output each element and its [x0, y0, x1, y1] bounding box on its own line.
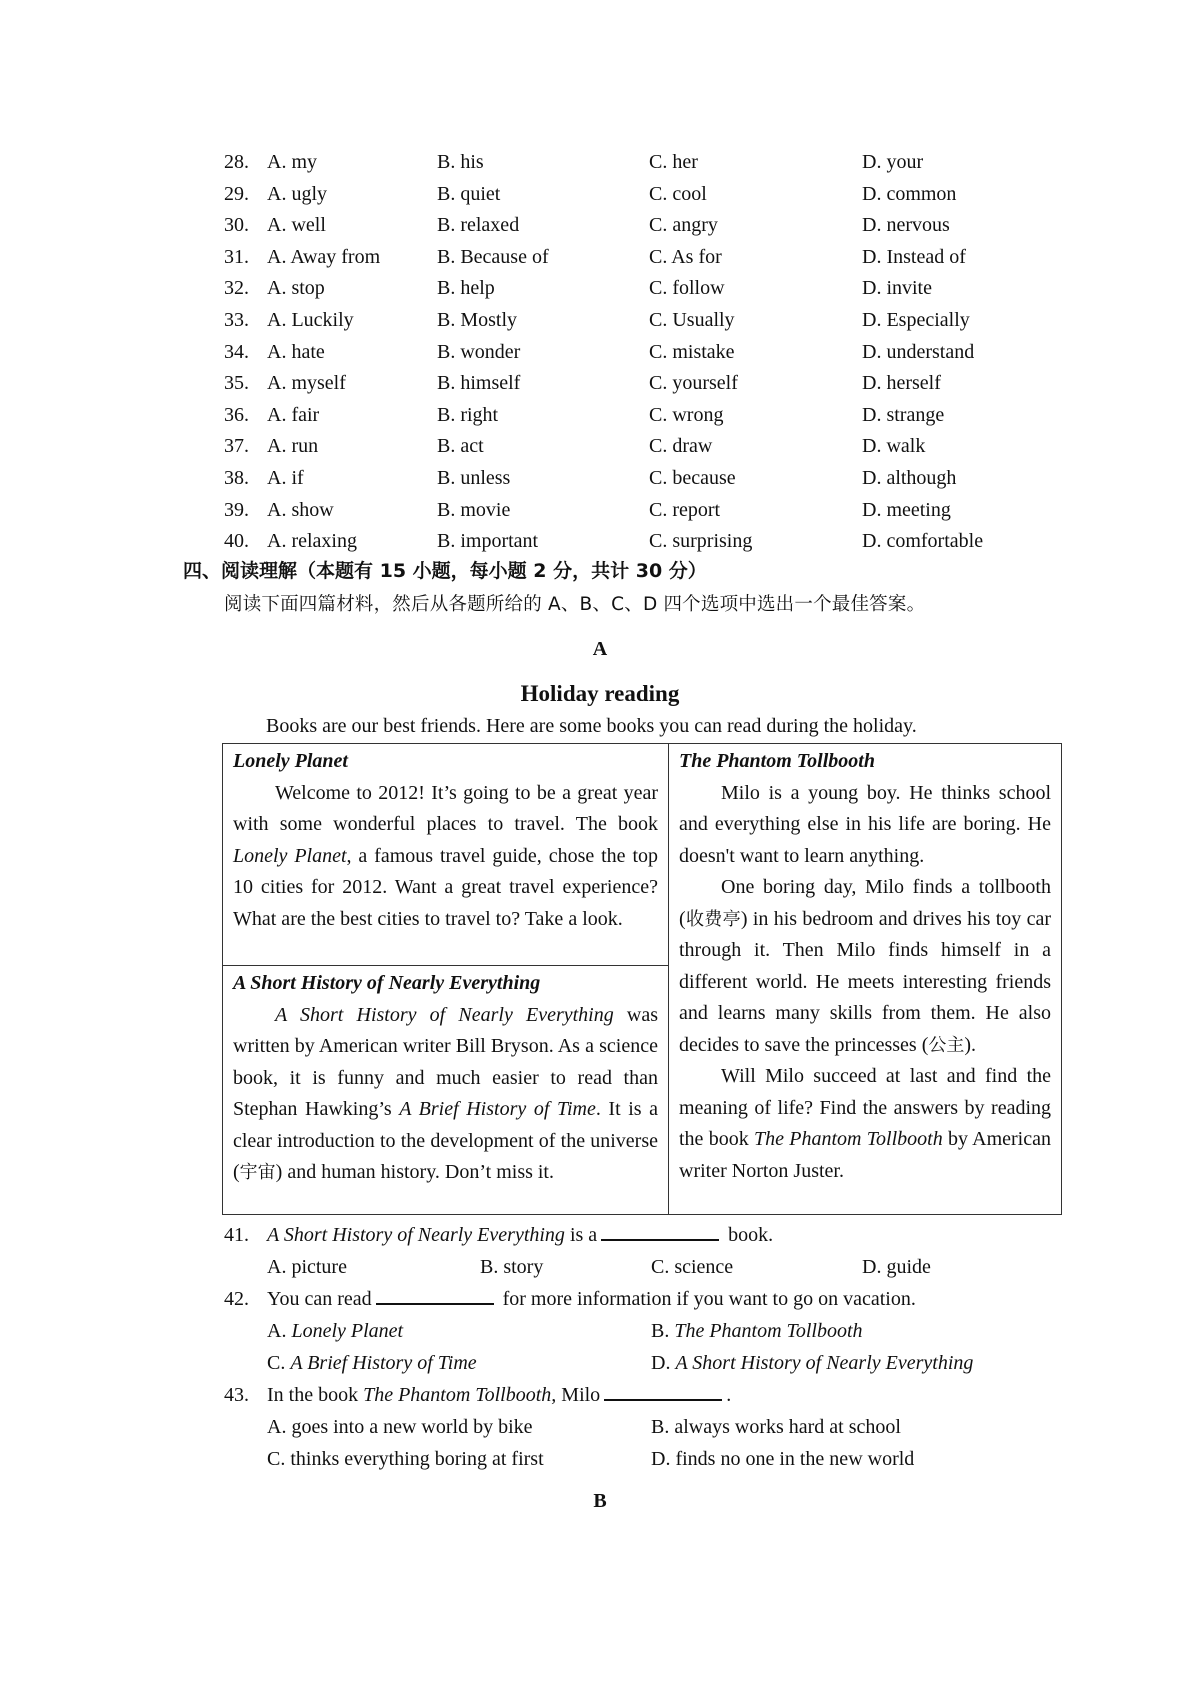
option-b[interactable]: B. Because of	[437, 245, 549, 268]
option-b[interactable]: B. his	[437, 151, 484, 173]
option-a[interactable]: A. Luckily	[267, 309, 354, 331]
question-number: 28.	[224, 151, 249, 173]
option-row	[224, 495, 1024, 525]
option-a[interactable]: A. hate	[267, 340, 325, 363]
option-row	[224, 431, 1024, 461]
question-43-option-c[interactable]: C. thinks everything boring at first	[267, 1448, 544, 1470]
option-a[interactable]: A. stop	[267, 277, 325, 300]
option-d[interactable]: D. nervous	[862, 214, 950, 237]
passage-letter-b: B	[593, 1490, 607, 1512]
option-c[interactable]: C. angry	[649, 214, 718, 237]
option-c[interactable]: C. surprising	[649, 530, 753, 553]
option-d[interactable]: D. common	[862, 182, 957, 205]
option-b[interactable]: B. unless	[437, 467, 511, 489]
answer-blank[interactable]	[601, 1221, 719, 1241]
phantom-text-3: Will Milo succeed at last and find the meaning of life? Find the answers by reading the book The Phantom Tollbooth by American writer Norton Juster.	[679, 1065, 1051, 1182]
short-history-text: A Short History of Nearly Everything was written by American writer Bill Bryson. As a science book, it is funny and much easier to read than Stephan Hawking’s A Brief History of Time. It is a clear introduction to the development of the universe (宇宙) and human history. Don’t miss it.	[233, 1003, 658, 1183]
question-41-option-c[interactable]: C. science	[651, 1256, 734, 1278]
option-b[interactable]: B. relaxed	[437, 214, 520, 237]
option-b[interactable]: B. quiet	[437, 182, 501, 205]
option-row	[224, 337, 1024, 367]
phantom-text-2: One boring day, Milo finds a tollbooth (收费亭) in his bedroom and drives his toy car through it. Then Milo finds himself in a different world. He meets interesting friends and learns many skills from them. He also decides to save the princesses (公主).	[679, 876, 1051, 1056]
question-43-option-b[interactable]: B. always works hard at school	[651, 1416, 901, 1438]
option-a[interactable]: A. relaxing	[267, 530, 357, 553]
option-c[interactable]: C. draw	[649, 435, 713, 458]
option-d[interactable]: D. comfortable	[862, 530, 984, 553]
option-d[interactable]: D. herself	[862, 372, 941, 395]
question-number: 30.	[224, 214, 249, 237]
book-table	[222, 743, 1062, 1215]
option-b[interactable]: B. act	[437, 435, 484, 458]
question-number: 40.	[224, 530, 249, 553]
option-c[interactable]: C. mistake	[649, 340, 735, 363]
table-divider-horizontal	[223, 965, 668, 966]
option-a[interactable]: A. run	[267, 435, 319, 458]
book-heading-lonely-planet: Lonely Planet	[233, 750, 348, 772]
option-c[interactable]: C. cool	[649, 182, 707, 205]
option-row	[224, 273, 1024, 303]
option-row	[224, 400, 1024, 430]
option-a[interactable]: A. my	[267, 151, 317, 173]
option-b[interactable]: B. wonder	[437, 340, 521, 363]
question-42-option-d[interactable]: D. A Short History of Nearly Everything	[651, 1352, 974, 1374]
option-d[interactable]: D. understand	[862, 340, 975, 363]
option-a[interactable]: A. myself	[267, 372, 346, 395]
question-41-option-a[interactable]: A. picture	[267, 1256, 347, 1278]
option-b[interactable]: B. movie	[437, 498, 511, 521]
book-heading-phantom-tollbooth: The Phantom Tollbooth	[679, 750, 875, 772]
option-c[interactable]: C. Usually	[649, 309, 735, 331]
passage-letter-a: A	[592, 638, 608, 660]
option-row	[224, 179, 1024, 209]
question-number: 34.	[224, 340, 249, 363]
question-41-option-d[interactable]: D. guide	[862, 1256, 931, 1278]
option-d[interactable]: D. meeting	[862, 498, 951, 521]
lonely-planet-text: Welcome to 2012! It’s going to be a great year with some wonderful places to travel. The book Lonely Planet, a famous travel guide, chose the top 10 cities for 2012. Want a great travel experience? What are the best cities to travel to? Take a look.	[233, 781, 658, 930]
exam-page: 28. A. my B. his C. her D. your 29. A. ugly B. quiet C. cool D. common 30. A. well B. relaxed C. angry D. nervous 31. A. Away from B. Because of C. As for D. Instead of 32. A. stop B. help C. follow D. invite 33. A. Luckily B. Mostly C. Usually D. Especially 34. A. hate B. wonder C. mistake D. understand 35. A. myself B. himself C. yourself D. herself 36. A. fair B. right C. wrong D. strange 37. A. run B. act C. draw D. walk 38. A. if B. unless C. because D. although 39. A. show B. movie C. report D. meeting 40. A. relaxing B. important C. surprising D. comfortable 四、阅读理解（本题有 15 小题，每小题 2 分，共计 30 分） 阅读下面四篇材料，然后从各题所给的 A、B、C、D 四个选项中选出一个最佳答案。 A Holiday reading Books are our best friends. Here are some books you can read during the holiday. Lonely Planet Welcome to 2012! It’s going to be a great year with some wonderful places to travel. The book Lonely Planet, a famous travel guide, chose the top 10 cities for 2012. Want a great travel experience? What are the best cities to travel to? Take a look. A Short History of Nearly Everything A Short History of Nearly Everything was written by American writer Bill Bryson. As a science book, it is funny and much easier to read than Stephan Hawking’s A Brief History of Time. It is a clear introduction to the development of the universe (宇宙) and human history. Don’t miss it. The Phantom Tollbooth Milo is a young boy. He thinks school and everything else in his life are boring. He doesn't want to learn anything. One boring day, Milo finds a tollbooth (收费亭) in his bedroom and drives his toy car through it. Then Milo finds himself in a different world. He meets interesting friends and learns many skills from them. He also decides to save the princesses (公主). Will Milo succeed at last and find the meaning of life? Find the answers by reading the book The Phantom Tollbooth by American writer Norton Juster. 41. A Short History of Nearly Everything is a book. A. picture B. story C. science D. guide 42. You can read for more information if you want to go on vacation. A. Lonely Planet B. The Phantom Tollbooth C. A Brief History of Time D. A Short History of Nearly Everything 43. In the book The Phantom Tollbooth, Milo . A. goes into a new world by bike B. always works hard at school C. thinks everything boring at first D. finds no one in the new world B	[0, 0, 1200, 1698]
question-number: 31.	[224, 245, 249, 268]
question-number: 35.	[224, 372, 249, 395]
option-a[interactable]: A. show	[267, 498, 334, 521]
option-row	[224, 242, 1024, 272]
option-d[interactable]: D. Instead of	[862, 245, 966, 268]
passage-intro: Books are our best friends. Here are some books you can read during the holiday.	[266, 715, 917, 737]
option-row	[224, 526, 1024, 556]
passage-title: Holiday reading	[520, 681, 680, 706]
option-b[interactable]: B. right	[437, 403, 499, 426]
option-c[interactable]: C. yourself	[649, 372, 738, 395]
option-c[interactable]: C. As for	[649, 245, 722, 268]
option-d[interactable]: D. your	[862, 151, 924, 173]
option-d[interactable]: D. Especially	[862, 309, 970, 331]
option-c[interactable]: C. her	[649, 151, 698, 173]
cell-lonely-planet	[233, 746, 658, 935]
option-d[interactable]: D. strange	[862, 403, 945, 426]
answer-blank[interactable]	[604, 1381, 722, 1401]
question-number: 29.	[224, 182, 249, 205]
option-d[interactable]: D. walk	[862, 435, 926, 458]
answer-blank[interactable]	[376, 1285, 494, 1305]
option-c[interactable]: C. follow	[649, 277, 725, 300]
question-number: 38.	[224, 467, 249, 489]
question-number: 33.	[224, 309, 249, 331]
option-a[interactable]: A. well	[267, 214, 326, 237]
option-d[interactable]: D. although	[862, 467, 957, 489]
option-row	[224, 305, 1024, 335]
option-row	[224, 210, 1024, 240]
option-a[interactable]: A. fair	[267, 403, 320, 426]
question-42-option-a[interactable]: A. Lonely Planet	[267, 1320, 404, 1342]
option-b[interactable]: B. help	[437, 277, 495, 300]
question-number: 39.	[224, 498, 249, 521]
question-42-option-b[interactable]: B. The Phantom Tollbooth	[651, 1320, 863, 1342]
question-43-option-a[interactable]: A. goes into a new world by bike	[267, 1416, 533, 1438]
option-d[interactable]: D. invite	[862, 277, 932, 300]
option-b[interactable]: B. Mostly	[437, 309, 518, 331]
book-heading-short-history: A Short History of Nearly Everything	[233, 972, 541, 994]
option-b[interactable]: B. himself	[437, 372, 521, 395]
question-42-option-c[interactable]: C. A Brief History of Time	[267, 1352, 477, 1374]
option-row	[224, 463, 1024, 493]
option-row	[224, 147, 1024, 177]
option-a[interactable]: A. if	[267, 467, 304, 489]
cell-phantom-tollbooth	[679, 746, 1051, 1187]
option-row	[224, 368, 1024, 398]
section-heading: 四、阅读理解（本题有 15 小题，每小题 2 分，共计 30 分）	[183, 560, 707, 582]
option-c[interactable]: C. report	[649, 498, 721, 521]
option-a[interactable]: A. Away from	[267, 245, 381, 268]
option-b[interactable]: B. important	[437, 530, 539, 553]
question-number: 36.	[224, 403, 249, 426]
question-number: 37.	[224, 435, 249, 458]
option-a[interactable]: A. ugly	[267, 182, 327, 205]
section-instruction: 阅读下面四篇材料，然后从各题所给的 A、B、C、D 四个选项中选出一个最佳答案。	[224, 594, 926, 615]
option-c[interactable]: C. because	[649, 467, 736, 489]
question-41-option-b[interactable]: B. story	[480, 1256, 544, 1278]
cell-short-history	[233, 968, 658, 1189]
question-43-option-d[interactable]: D. finds no one in the new world	[651, 1448, 915, 1470]
option-c[interactable]: C. wrong	[649, 403, 724, 426]
question-number: 32.	[224, 277, 249, 300]
phantom-text-1: Milo is a young boy. He thinks school and everything else in his life are boring. He doesn't want to learn anything.	[679, 781, 1051, 867]
table-divider-vertical	[668, 744, 669, 1214]
